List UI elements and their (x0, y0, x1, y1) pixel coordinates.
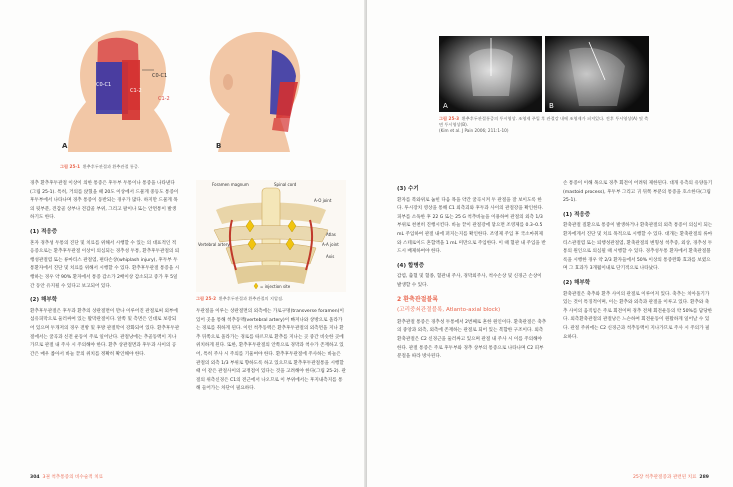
left-page (0, 0, 366, 487)
paragraph-anatomy: 환추후두관절은 후두과 환추의 상관절면이 만나 이루어진 관절로써 외부에 섬유피막으로 둘러싸여 있는 활막관절이다. 앞쪽 및 측면은 인대로 보강되어 있으며 두개저의 경우 전방 및 후방 관절막이 강화되어 있다. 환추후두관절에서는 굴곡과 신전 운동이 주로 일어난다. 관절낭에는 추골동맥이 지나가므로 관절 내 주사 시 주의해야 한다. 환추 상관절면과 후두과 사이의 공간은 매우 좁아서 바늘 끝의 위치를 정확히 확인해야 한다. (30, 308, 180, 357)
label-b: B (216, 142, 222, 150)
paragraph-anatomy-aa: 환축관절은 축추와 환추 사이의 관절로 이루어져 있다. 축추는 치아돌기가 있는 것이 특징적이며, 이는 환추와 외측과 관절을 이루고 있다. 환추와 축추 사이의 움직임은 주로 회전이며 경추 전체 회전운동의 약 50%를 담당한다. 외측환축관절의 관절낭은 느슨하여 회전운동이 원활하게 일어날 수 있다. 관절 주위에는 C2 신경근과 척추동맥이 지나가므로 주사 시 주의가 필요하다. (563, 291, 713, 340)
caption-text: 환추후두관절과 환추관절의 지압점. (218, 296, 284, 301)
caption-source: (Kim et al. J Pain 2006; 211:1-10) (439, 128, 509, 133)
label-c12-a: C1-2 (130, 88, 142, 94)
figure-head-illustrations (58, 22, 348, 152)
heading-indication-aa: (1) 적응증 (563, 211, 591, 218)
paragraph-aa-intro: 환추관절 통증은 경추성 두통에서 2번째로 흔한 원인이다. 환축관절은 축추의 중앙과 외측, 외측에 존재하는 관절로 되어 있는 복합한 구조이다. 외측환축관절은 C2 신경근을 둘러싸고 있으며 관절 내 주사 시 이를 주의해야 한다. 관절 통증은 주로 후두부와 경추 상부의 통증으로 나타나며 C2 피부분절을 따라 방사된다. (397, 319, 547, 360)
paragraph-aa-symptoms: 손 통증이 이해 목으로 경추 회전이 어려워 제한된다. 대개 유측의 유양돌기(mastoid process), 후두부 그리고 귀 뒤쪽 부분의 통증을 호소한다(그림 25-1). (563, 181, 713, 204)
figure-caption-25-3 (439, 116, 649, 134)
left-column-text (30, 180, 180, 361)
footer-section: 3권 척추통증의 비수술적 치료 (42, 475, 104, 480)
spine-anatomy-svg (196, 180, 346, 292)
label-axis: Axis (326, 254, 335, 259)
heading-anatomy: (2) 해부학 (30, 297, 58, 304)
figure-caption-25-2 (196, 296, 346, 302)
right-col1 (397, 180, 547, 364)
right-col2 (563, 180, 713, 344)
paragraph-indication-aa: 환축관절 질환으로 통증이 발생하거나 환축관절의 외측 통증이 의심이 되는 환자에게서 진단 및 치료 목적으로 시행할 수 있다. 대개는 환축관절의 류마티스관절염 또는 퇴행성관절염, 환축관절의 변형성 척추증, 외상, 경추성 두통의 원인으로 의심될 때 시행할 수 있다. 경추성두통 환자에서 환축관절블록을 시행한 경우 약 2/3 환자들에서 50% 이상의 통증완화 효과를 보였으며 그 효과가 3개월이내로 단기적으로 나타났다. (563, 223, 713, 272)
paragraph-indication: 혼자 경추성 두통의 진단 및 치료를 위해서 시행할 수 있는 의 대표적인 적응증으로는 환추후두관절 이상이 의심되는 경추성 두통, 환추후두관절의 퇴행성관절염 또는 류마티스 관절염, 편타손상(whiplash injury), 후두부 두통환자에서 진단 및 치료를 위해서 시행할 수 있다. 환추후두관절 통증을 시행하는 경우 약 90% 환자에서 통증 감소가 2배이상 감소되고 증가 후 5일간 동안 유지될 수 있다고 보고되어 있다. (30, 240, 180, 289)
right-footer (633, 474, 709, 480)
left-right-column-text (196, 308, 346, 396)
paragraph-technique: 환자를 복와위로 눕힌 다음 목을 약간 굴곡시켜 두 관절을 잘 보이도록 한다. 투시장치 영상을 통해 C1 외측괴와 후두과 사이의 관절강을 확인한다. 피부를 소독한 후 22 G 또는 25 G 척추바늘을 이용하여 관절의 외측 1/3 부위로 천천히 진행시킨다. 바늘 끝이 관절강에 닿으면 조영제를 0.3–0.5 mL 주입하여 관절 내에 퍼지는지를 확인한다. 조영제 주입 후 국소마취제와 스테로이드 혼합액을 1 mL 미만으로 주입한다. 이 때 혈관 내 주입을 반드시 배제하여야 한다. (397, 197, 546, 255)
heading-anatomy-aa: (2) 해부학 (563, 279, 591, 286)
section-title-aa-block: 2 환축관절블록 (397, 295, 439, 303)
figure-caption-25-1 (60, 164, 340, 170)
head-back-view (68, 30, 172, 152)
label-foramen: Foramen magnum (212, 182, 249, 187)
left-footer (30, 474, 103, 480)
heading-technique: (3) 수기 (397, 186, 419, 192)
right-page (367, 0, 733, 487)
heading-complications: (4) 합병증 (397, 262, 425, 269)
label-injection-site: = injection site (260, 284, 291, 289)
label-vertebral-artery: Vertebral artery (198, 242, 230, 247)
label-aa-joint: A-A joint (322, 242, 339, 247)
paragraph-anatomy-cont: 두관절을 이루는 상관절면의 외측에는 가로구멍(transverse foramen)이 있어 곳을 통해 척추동맥(vertebral artery)이 빠져나와 상방으로 올라가는 경로를 취하게 된다. 이런 척추동맥은 환추후두관절의 외측면을 지나 환추 뒤쪽으로 올라가는 경로를 따르므로 환추를 지나는 곳 중간 비슷한 곳에 위치하게 된다. 또한, 환추후두관절의 안쪽으로 경막과 척수가 존재하고 있어, 특히 주사 시 주의를 기울여야 한다. 환추후두관절에 주사하는 바늘은 관절의 외측 1/3 부위로 향하도록 하고 있으므로 환추후두관절통을 시행할 때 이 같은 관절사이의 교정점이 있다는 것을 고려해야 한다(그림 25-2). 관절의 위측신경은 C1의 전근에서 나오므로 이 부위에서는 후지내측지를 통해 들어가는 차단이 필요하다. (196, 309, 346, 392)
label-c0c1-side: C0-C1 (152, 73, 168, 79)
xray-label-a: A (443, 102, 448, 110)
page-number: 304 (30, 475, 40, 480)
caption-text: 환추후두관절과 환추관절 통증. (82, 164, 140, 169)
label-spinal-cord: Spinal cord (274, 182, 297, 187)
label-atlas: Atlas (326, 232, 336, 237)
heading-indication: (1) 적응증 (30, 228, 58, 235)
head-side-view (210, 32, 300, 152)
figure-spine-anatomy (196, 180, 346, 292)
xray-svg (439, 36, 649, 112)
caption-tag: 그림 25-3 (439, 116, 460, 121)
caption-text: 환추후두관절통증의 투시영상. 조영제 주입 후 관절강 내에 조영제가 퍼져있다. 전후 투시영상(A) 및 측면 투시영상(B). (439, 116, 649, 127)
caption-tag: 그림 25-1 (60, 164, 81, 169)
label-a: A (62, 142, 68, 150)
section-subtitle-aa-block: (고리중쇠관절블록, Atlanto-axial block) (397, 307, 501, 314)
page-number: 289 (699, 475, 709, 480)
head-illustration-svg (58, 22, 348, 152)
label-ao-joint: A-O joint (314, 198, 332, 203)
caption-tag: 그림 25-2 (196, 296, 217, 301)
label-c12-side: C1-2 (158, 96, 170, 102)
xray-label-b: B (549, 102, 554, 110)
label-c0c1-a: C0-C1 (96, 82, 112, 88)
figure-xray-images (439, 36, 649, 112)
paragraph-intro: 경추 환추후두관절 이상이 의한 통증은 후두부 두통이나 통증을 나타낸다(그림 25-1). 특히, 거의를 앉혔을 때 20도 이상에서 드물게 중등도 통증이 후두부에서 나타나며 경추 통증이 동반되는 경우가 많다. 하지만 드물게 목의 뒷부분, 견갑골 상부나 견갑골 부위, 그리고 팔이나 또는 안면통이 발생하기도 한다. (30, 181, 179, 221)
footer-section: 25장 척추관절증과 관련된 치료 (633, 475, 697, 480)
paragraph-complications: 감염, 출혈 및 혈종, 혈관내 주사, 경막외주사, 척수손상 및 신경근 손상이 발생할 수 있다. (397, 274, 542, 288)
